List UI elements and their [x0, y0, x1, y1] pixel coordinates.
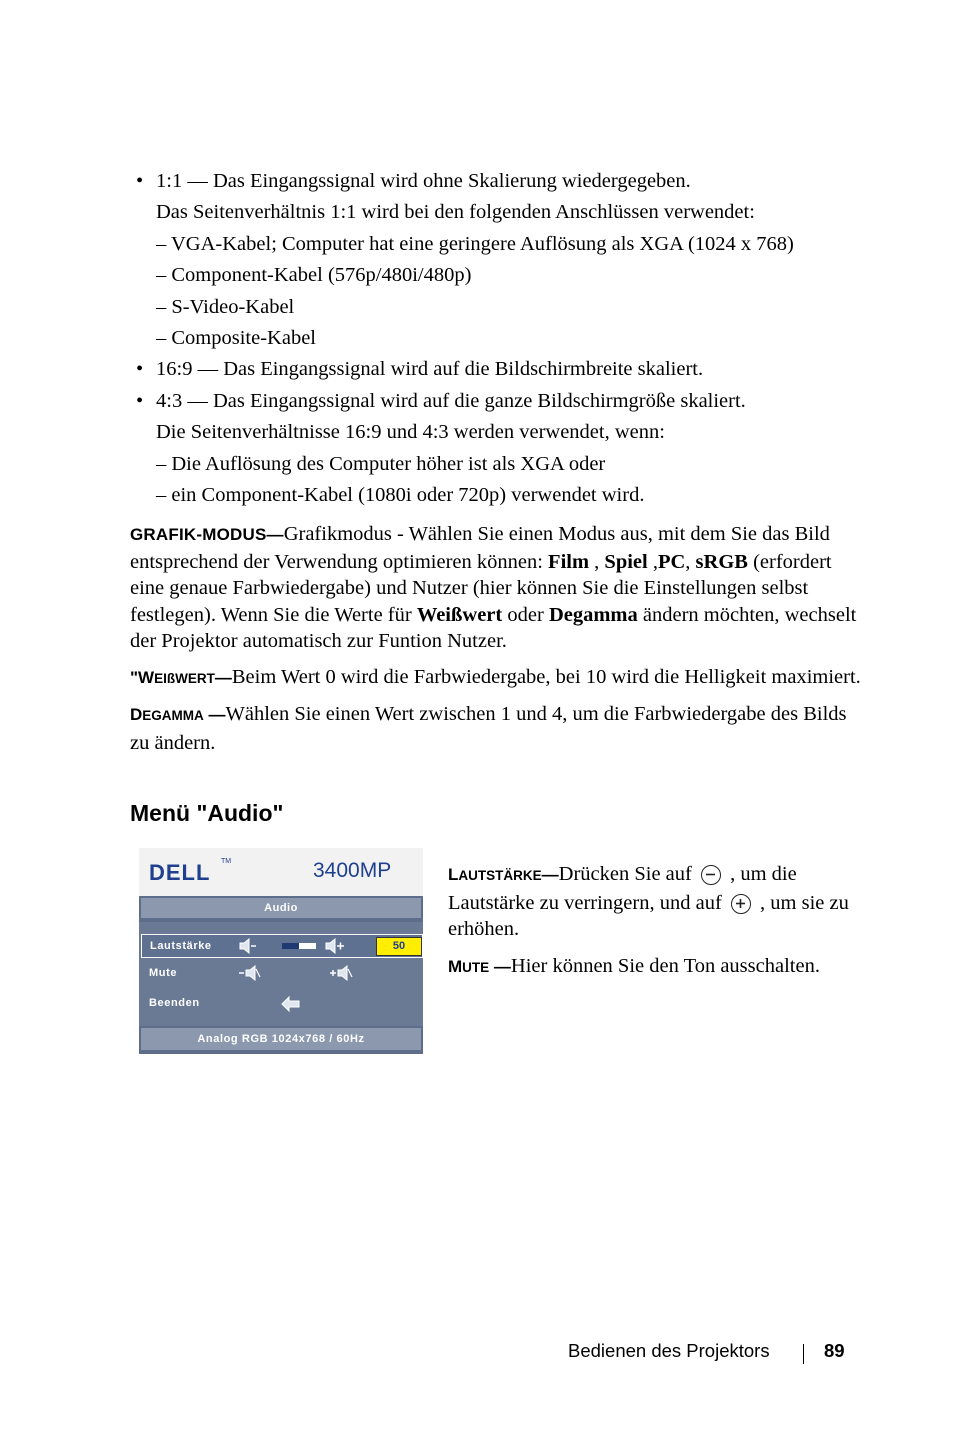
lead-dash: —	[489, 956, 511, 976]
list-item: – Component-Kabel (576p/480i/480p)	[156, 264, 472, 287]
list-item-text: 1:1 — Das Eingangssignal wird ohne Skalierung wiedergegeben.	[156, 170, 691, 192]
paragraph-text: , um sie zu erhöhen.	[448, 891, 849, 940]
bullet: •	[136, 358, 144, 381]
list-item: – ein Component-Kabel (1080i oder 720p) verwendet wird.	[156, 484, 645, 507]
separator: ,	[685, 550, 696, 573]
paragraph-lead: GRAFIK-MODUS—	[130, 525, 284, 545]
paragraph-text: oder	[502, 603, 549, 626]
section-title: Menü "Audio"	[130, 800, 284, 826]
lead-rest: UTE	[462, 959, 490, 975]
speaker-minus-icon[interactable]	[238, 938, 258, 954]
lead-dash: —	[203, 705, 226, 725]
mode-srgb: sRGB	[695, 550, 748, 573]
list-item: – S-Video-Kabel	[156, 295, 295, 318]
lead-initial: M	[448, 956, 463, 976]
minus-circle-icon	[701, 865, 721, 885]
paragraph-text: Grafikmodus - Wählen Sie einen Modus aus, mit dem Sie das Bild entsprechend der Verwendung optimieren können:	[130, 523, 830, 573]
paragraph-text: (erfordert eine genaue Farbwiedergabe) und Nutzer (hier können Sie die Einstellungen selbst festlegen). Wenn Sie die Werte für	[130, 550, 832, 626]
osd-menu-title: Audio	[141, 898, 421, 918]
paragraph-text: Hier können Sie den Ton ausschalten.	[510, 954, 820, 977]
bullet: •	[136, 389, 144, 412]
footer-section-title: Bedienen des Projektors	[568, 1340, 770, 1361]
separator: ,	[589, 550, 605, 573]
dell-logo: DELL	[149, 860, 211, 885]
list-item-text: 4:3 — Das Eingangssignal wird auf die ganze Bildschirmgröße skaliert.	[156, 389, 746, 412]
mute-minus-icon[interactable]	[237, 965, 261, 981]
list-item-text: 16:9 — Das Eingangssignal wird auf die Bildschirmbreite skaliert.	[156, 358, 704, 381]
osd-item-lautstaerke[interactable]	[141, 934, 423, 958]
paragraph-lead	[448, 954, 511, 977]
paragraph-text: Wählen Sie einen Wert zwischen 1 und 4, um die Farbwiedergabe des Bilds zu ändern.	[130, 703, 847, 754]
separator: ,	[647, 550, 658, 573]
note-text: Die Seitenverhältnisse 16:9 und 4:3 werden verwendet, wenn:	[156, 421, 665, 444]
lead-rest: EIßWERT	[154, 670, 215, 686]
osd-item-label: Beenden	[149, 997, 200, 1009]
list-item: – VGA-Kabel; Computer hat eine geringere Auflösung als XGA (1024 x 768)	[156, 232, 794, 255]
lead-dash: —	[541, 865, 559, 884]
speaker-plus-icon[interactable]	[324, 938, 346, 954]
mute-paragraph	[448, 953, 868, 982]
osd-item-label: Lautstärke	[150, 940, 212, 952]
plus-circle-icon	[731, 894, 751, 914]
term-weisswert: Weißwert	[416, 603, 503, 626]
weisswert-paragraph	[130, 664, 870, 693]
mode-spiel: Spiel	[604, 550, 648, 573]
paragraph-text: Beim Wert 0 wird die Farbwiedergabe, bei 10 wird die Helligkeit maximiert.	[231, 665, 861, 688]
exit-arrow-icon[interactable]	[279, 994, 303, 1012]
footer-divider	[803, 1344, 804, 1364]
list-item	[130, 354, 870, 385]
paragraph-text: , um die Lautstärke zu verringern, und auf	[448, 863, 797, 914]
mode-film: Film	[548, 550, 590, 573]
lead-initial: D	[130, 705, 143, 725]
audio-description	[448, 861, 868, 981]
main-content	[130, 166, 870, 756]
list-item: – Composite-Kabel	[156, 327, 316, 350]
list-item: – Die Auflösung des Computer höher ist als XGA oder	[156, 452, 606, 475]
lead-initial: "W	[130, 667, 155, 687]
trademark: TM	[221, 858, 232, 865]
bullet: •	[136, 170, 144, 192]
osd-audio-menu	[139, 848, 423, 1054]
volume-bar-fill	[282, 943, 299, 949]
paragraph-text: ändern möchten, wechselt der Projektor automatisch zur Funtion Nutzer.	[130, 603, 857, 653]
lead-initial: L	[448, 865, 459, 884]
list-item	[130, 386, 870, 417]
osd-item-beenden[interactable]	[141, 992, 421, 1014]
paragraph-lead	[130, 702, 226, 725]
note-text: Das Seitenverhältnis 1:1 wird bei den folgenden Anschlüssen verwendet:	[156, 201, 755, 224]
paragraph-text: Drücken Sie auf	[558, 863, 697, 885]
paragraph-lead	[130, 665, 232, 688]
degamma-paragraph	[130, 701, 870, 756]
mute-plus-icon[interactable]	[329, 965, 353, 981]
osd-body	[139, 922, 423, 1026]
page-number: 89	[824, 1340, 845, 1361]
mode-pc: PC	[657, 550, 686, 573]
list-item	[130, 166, 870, 197]
volume-bar[interactable]	[282, 943, 316, 949]
volume-value: 50	[376, 937, 422, 956]
term-degamma: Degamma	[548, 603, 638, 626]
paragraph-lead	[448, 862, 559, 885]
osd-status-bar: Analog RGB 1024x768 / 60Hz	[141, 1028, 421, 1050]
model-name: 3400MP	[313, 859, 392, 882]
lead-rest: EGAMMA	[142, 708, 204, 724]
osd-item-label: Mute	[149, 967, 178, 979]
lead-dash: —	[214, 667, 232, 687]
lautstaerke-paragraph	[448, 861, 868, 943]
lead-rest: AUTSTÄRKE	[458, 868, 542, 883]
osd-item-mute[interactable]	[141, 962, 421, 984]
grafik-modus-paragraph	[130, 521, 870, 655]
osd-header	[139, 848, 423, 896]
